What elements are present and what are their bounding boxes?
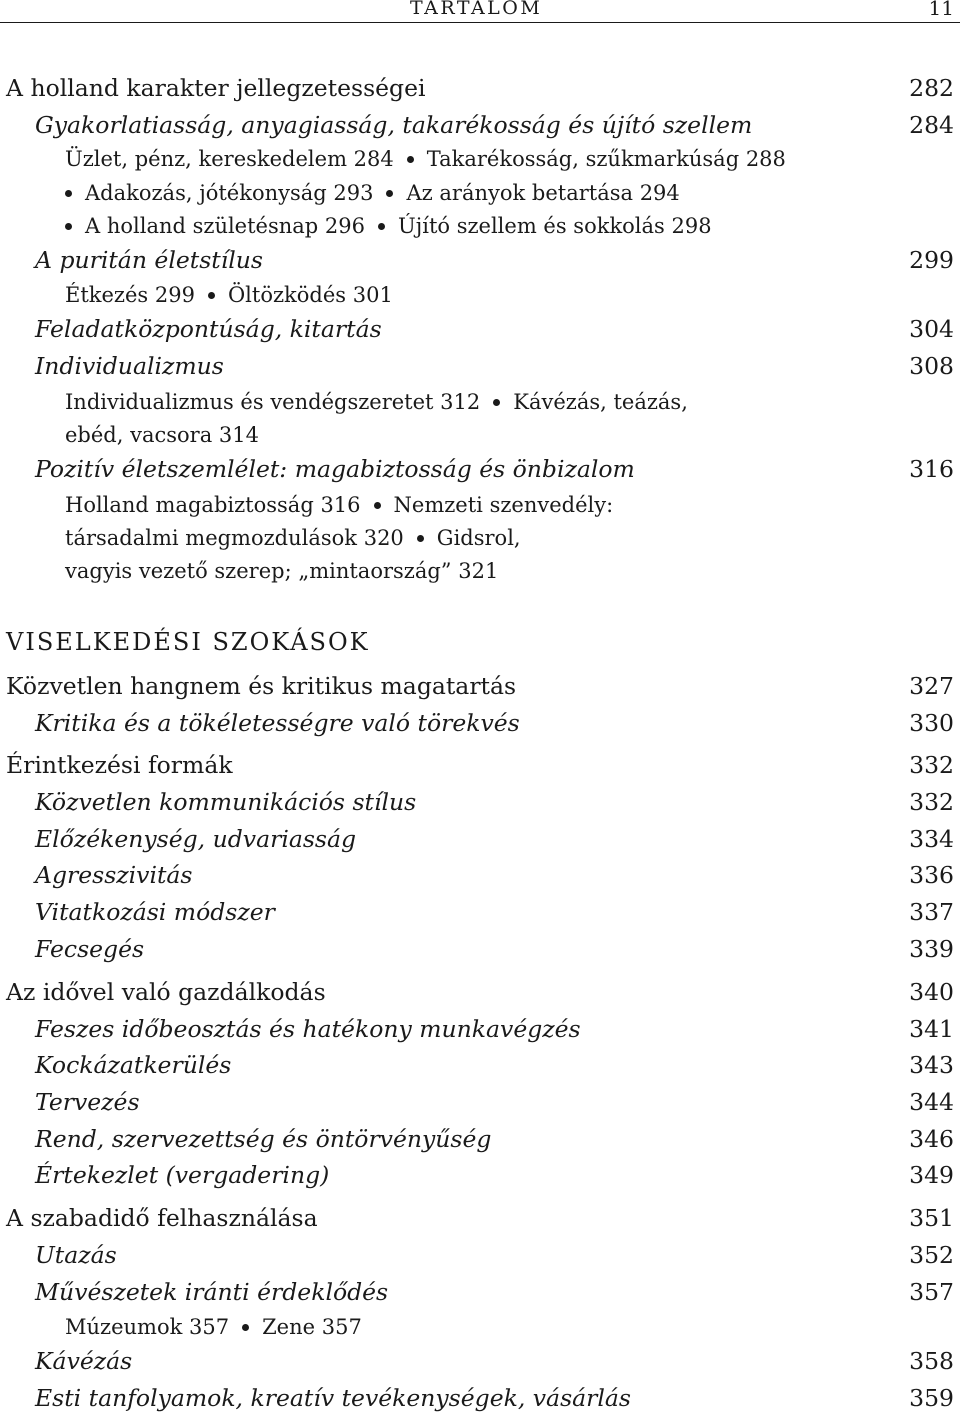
toc-subentry: Nemzeti szenvedély: [393,493,614,517]
toc-subentry: Étkezés 299 [65,283,195,307]
toc-entry-page: 327 [909,672,954,700]
toc-subentry: Üzlet, pénz, kereskedelem 284 [65,147,394,171]
toc-entry-page: 337 [909,898,954,926]
toc-entry-title: Az idővel való gazdálkodás [6,978,326,1006]
toc-subentry-line [65,145,786,173]
toc-subentry: Individualizmus és vendégszeretet 312 [65,390,481,414]
toc-entry-page: 341 [909,1015,954,1043]
toc-entry-title: A holland karakter jellegzetességei [6,74,426,102]
toc-entry-page: 299 [909,246,954,274]
toc-entry-title: Művészetek iránti érdeklődés [35,1278,389,1306]
toc-entry-title: Agresszivitás [35,861,193,889]
toc-subentry: Takarékosság, szűkmarkúság 288 [426,147,786,171]
toc-entry-page: 352 [909,1241,954,1269]
toc-subentry-line [65,281,393,309]
toc-entry-title: Utazás [35,1241,117,1269]
toc-subentry-line [65,388,688,416]
toc-subentry-line [65,1313,362,1341]
toc-entry-title: A puritán életstílus [35,246,263,274]
toc-entry-title: Értekezlet (vergadering) [35,1161,330,1189]
toc-entry-page: 284 [909,111,954,139]
toc-entry-page: 343 [909,1051,954,1079]
toc-entry-title: Kritika és a tökéletességre való törekvés [35,709,520,737]
bullet-icon [65,190,72,197]
toc-entry-title: Fecsegés [35,935,145,963]
toc-entry-page: 346 [909,1125,954,1153]
toc-entry-title: Feladatközpontúság, kitartás [35,315,382,343]
toc-entry-page: 339 [909,935,954,963]
bullet-icon [374,502,381,509]
toc-entry-title: Előzékenység, udvariasság [35,825,357,853]
toc-entry-page: 359 [909,1384,954,1412]
toc-entry-title: Esti tanfolyamok, kreatív tevékenységek, vásárlás [35,1384,631,1412]
toc-entry-page: 334 [909,825,954,853]
toc-entry-page: 332 [909,788,954,816]
bullet-icon [242,1324,249,1331]
toc-subentry: Adakozás, jótékonyság 293 [85,181,374,205]
toc-entry-page: 357 [909,1278,954,1306]
toc-subentry: Gidsrol, [436,526,521,550]
toc-entry-title: Feszes időbeosztás és hatékony munkavégzés [35,1015,581,1043]
toc-subentry: vagyis vezető szerep; „mintaország” 321 [65,559,499,583]
toc-subentry: ebéd, vacsora 314 [65,423,259,447]
bullet-icon [386,190,393,197]
toc-entry-title: Tervezés [35,1088,140,1116]
toc-entry-page: 349 [909,1161,954,1189]
toc-entry-page: 344 [909,1088,954,1116]
toc-subentry: Az arányok betartása 294 [406,181,680,205]
toc-subentry: Újító szellem és sokkolás 298 [398,214,712,238]
toc-entry-page: 332 [909,751,954,779]
toc-entry-title: A szabadidő felhasználása [6,1204,318,1232]
toc-subentry: Holland magabiztosság 316 [65,493,361,517]
toc-subentry: Öltözködés 301 [227,283,393,307]
toc-entry-page: 351 [909,1204,954,1232]
toc-subentry-line [65,491,613,519]
toc-entry-page: 282 [909,74,954,102]
running-header [0,0,960,23]
toc-subentry-line [65,212,712,240]
bullet-icon [407,156,414,163]
toc-entry-page: 358 [909,1347,954,1375]
toc-subentry: társadalmi megmozdulások 320 [65,526,404,550]
bullet-icon [417,535,424,542]
bullet-icon [493,399,500,406]
toc-entry-title: Vitatkozási módszer [35,898,275,926]
toc-entry-title: Individualizmus [35,352,224,380]
toc-subentry-line [65,179,680,207]
toc-entry-title: Közvetlen kommunikációs stílus [35,788,417,816]
toc-entry-title: Kockázatkerülés [35,1051,232,1079]
section-heading: VISELKEDÉSI SZOKÁSOK [6,628,370,656]
toc-entry-page: 330 [909,709,954,737]
toc-subentry: Kávézás, teázás, [513,390,688,414]
toc-entry-title: Gyakorlatiasság, anyagiasság, takarékosság és újító szellem [35,111,753,139]
toc-subentry-line [65,524,521,552]
toc-entry-page: 308 [909,352,954,380]
toc-entry-page: 336 [909,861,954,889]
toc-subentry: A holland születésnap 296 [85,214,366,238]
running-header-title: TARTALOM [410,0,543,19]
running-header-page-number: 11 [928,0,954,20]
bullet-icon [65,223,72,230]
toc-entry-title: Közvetlen hangnem és kritikus magatartás [6,672,517,700]
toc-subentry: Múzeumok 357 [65,1315,230,1339]
bullet-icon [208,292,215,299]
toc-entry-page: 316 [909,455,954,483]
toc-entry-page: 304 [909,315,954,343]
toc-entry-page: 340 [909,978,954,1006]
toc-entry-title: Érintkezési formák [6,751,233,779]
toc-entry-title: Pozitív életszemlélet: magabiztosság és önbizalom [35,455,635,483]
toc-subentry: Zene 357 [262,1315,362,1339]
toc-entry-title: Rend, szervezettség és öntörvényűség [35,1125,492,1153]
bullet-icon [378,223,385,230]
toc-entry-title: Kávézás [35,1347,133,1375]
